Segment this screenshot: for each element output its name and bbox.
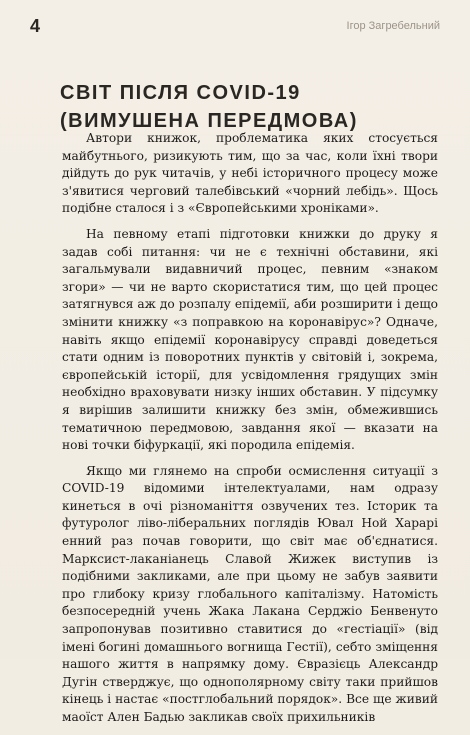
paragraph: На певному етапі підготовки книжки до друку я задав собі питання: чи не є технічні обставини, які загальмували видавничий процес, певним «знаком згори» — чи не варто скористатися тим, що цей процес затягнувся аж до розпалу епідемії, аби розширити і дещо змінити книжку «з поправкою на коронавірус»? Одначе, навіть якщо епідемії коронавірусу справді доведеться стати одним із поворотних пунктів у світовій і, зокрема, європейській історії, для усвідомлення грядущих змін необхідно враховувати низку інших обставин. У підсумку я вирішив залишити книжку без змін, обмежившись тематичною передмовою, завдання якої — вказати на нові точки біфуркації, які породила епідемія. — [62, 226, 438, 453]
running-header-author: Ігор Загребельний — [346, 20, 440, 32]
page-number: 4 — [30, 16, 41, 36]
paragraph: Автори книжок, проблематика яких стосується майбутнього, ризикують тим, що за час, коли їхні твори дійдуть до рук читачів, у небі історичного процесу може з'явитися черговий талебівський «чорний лебідь». Щось подібне сталося і з «Європейськими хроніками». — [62, 131, 438, 216]
page-header — [30, 16, 440, 36]
chapter-title-line-1: СВІТ ПІСЛЯ COVID-19 — [60, 82, 301, 105]
chapter-title — [60, 79, 420, 135]
chapter-title-line-2: (ВИМУШЕНА ПЕРЕДМОВА) — [60, 110, 358, 133]
body-text — [62, 130, 438, 735]
paragraph: Якщо ми глянемо на спроби осмислення ситуації з COVID-19 відомими інтелектуалами, нам одразу кинеться в очі різноманіття озвучених тез. Історик та футуролог ліво-ліберальних поглядів Ювал Ной Харарі енний раз почав говорити, що світ має об'єднатися. Марксист-лаканіанець Славой Жижек виступив із подібними закликами, але при цьому не забув заявити про глибоку кризу глобального капіталізму. Натомість безпосередній учень Жака Лакана Серджіо Бенвенуто запропонував позитивно ставитися до «гестіації» (від імені богині домашнього вогнища Гестії), себто зміщення нашого життя в напрямку дому. Євразієць Александр Дугін стверджує, що однополярному світу таки прийшов кінець і настає «постглобальний порядок». Все ще живий маоїст Ален Бадью закликав своїх прихильників — [62, 463, 438, 724]
